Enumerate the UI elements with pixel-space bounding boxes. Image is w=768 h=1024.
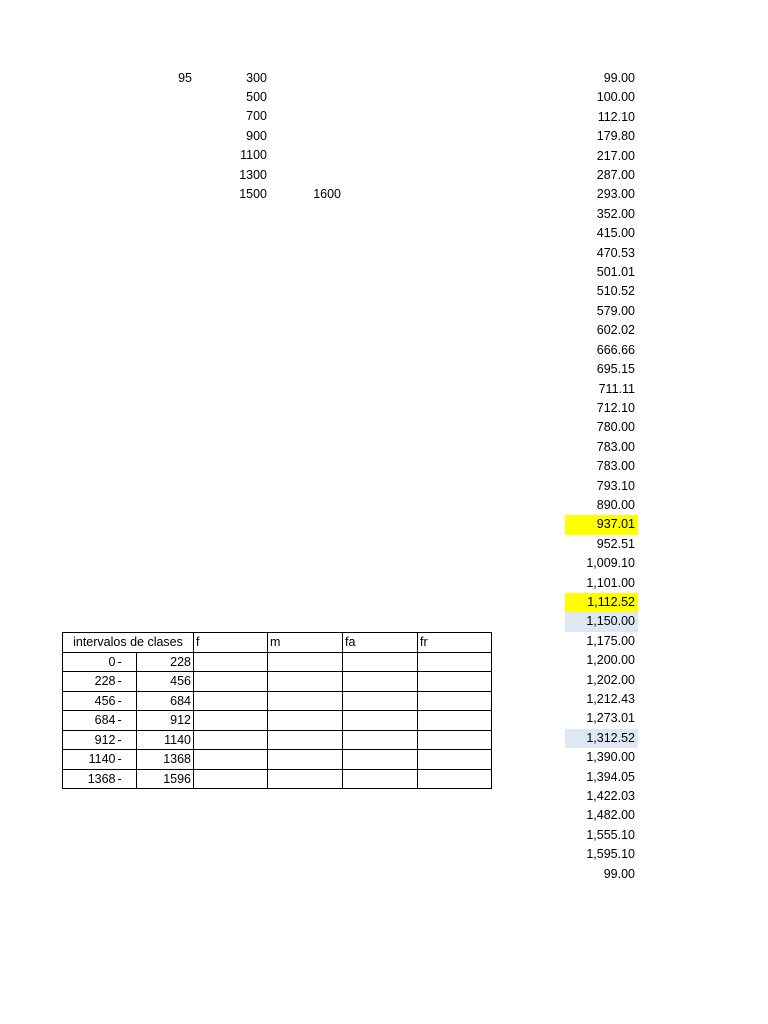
f-cell — [194, 750, 268, 770]
value-cell: 1,112.52 — [565, 593, 638, 612]
interval-lower-cell: 1140 — [63, 750, 118, 770]
value-cell: 783.00 — [596, 459, 635, 474]
fa-cell — [343, 769, 418, 789]
interval-upper-cell: 228 — [137, 652, 194, 672]
value-cell: 501.01 — [596, 265, 635, 280]
interval-upper-cell: 912 — [137, 711, 194, 731]
header-fa: fa — [343, 633, 418, 653]
m-cell — [268, 672, 343, 692]
value-cell: 99.00 — [603, 71, 635, 85]
table-row — [63, 652, 492, 672]
value-cell: 1,390.00 — [586, 750, 635, 765]
value-cell: 287.00 — [596, 168, 635, 183]
f-cell — [194, 691, 268, 711]
interval-dash: - — [118, 750, 137, 770]
interval-lower-cell: 456 — [63, 691, 118, 711]
interval-lower-cell: 912 — [63, 730, 118, 750]
interval-table-header — [63, 633, 492, 653]
fa-cell — [343, 691, 418, 711]
cell-1100: 1100 — [240, 148, 267, 162]
table-row — [63, 769, 492, 789]
value-cell: 890.00 — [596, 497, 635, 512]
value-cell: 1,555.10 — [586, 827, 635, 842]
values-column — [565, 69, 638, 884]
value-cell: 712.10 — [596, 400, 635, 415]
interval-dash: - — [118, 672, 137, 692]
fa-cell — [343, 730, 418, 750]
value-cell: 1,200.00 — [586, 653, 635, 668]
cell-95: 95 — [178, 71, 192, 85]
m-cell — [268, 750, 343, 770]
fr-cell — [418, 652, 492, 672]
m-cell — [268, 711, 343, 731]
header-f: f — [194, 633, 268, 653]
header-interval: intervalos de clases — [63, 633, 194, 653]
value-cell: 780.00 — [596, 420, 635, 435]
value-cell: 99.00 — [603, 866, 635, 881]
value-cell: 1,212.43 — [586, 692, 635, 706]
value-cell: 293.00 — [596, 187, 635, 202]
value-cell: 510.52 — [596, 284, 635, 299]
table-row — [63, 691, 492, 711]
value-cell: 1,312.52 — [565, 729, 638, 748]
fa-cell — [343, 652, 418, 672]
interval-dash: - — [118, 691, 137, 711]
interval-lower-cell: 0 — [63, 652, 118, 672]
interval-upper-cell: 684 — [137, 691, 194, 711]
cell-1600: 1600 — [313, 187, 341, 201]
m-cell — [268, 652, 343, 672]
cell-1500: 1500 — [239, 187, 267, 201]
m-cell — [268, 730, 343, 750]
interval-lower-cell: 684 — [63, 711, 118, 731]
value-cell: 1,482.00 — [586, 808, 635, 823]
interval-dash: - — [118, 711, 137, 731]
fr-cell — [418, 711, 492, 731]
fa-cell — [343, 672, 418, 692]
fr-cell — [418, 750, 492, 770]
header-fr: fr — [418, 633, 492, 653]
interval-dash: - — [118, 652, 137, 672]
interval-upper-cell: 456 — [137, 672, 194, 692]
table-row — [63, 730, 492, 750]
value-cell: 100.00 — [596, 90, 635, 105]
value-cell: 217.00 — [596, 148, 635, 163]
f-cell — [194, 672, 268, 692]
cell-900: 900 — [246, 129, 267, 143]
cell-1300: 1300 — [239, 168, 267, 182]
value-cell: 1,202.00 — [586, 672, 635, 687]
interval-upper-cell: 1596 — [137, 769, 194, 789]
interval-lower-cell: 1368 — [63, 769, 118, 789]
table-row — [63, 672, 492, 692]
fa-cell — [343, 750, 418, 770]
value-cell: 602.02 — [596, 323, 635, 338]
interval-upper-cell: 1368 — [137, 750, 194, 770]
value-cell: 666.66 — [596, 342, 635, 357]
value-cell: 1,101.00 — [586, 575, 635, 590]
f-cell — [194, 652, 268, 672]
header-m: m — [268, 633, 343, 653]
value-cell: 1,009.10 — [586, 556, 635, 571]
value-cell: 352.00 — [596, 206, 635, 221]
cell-300: 300 — [246, 71, 267, 85]
interval-table — [62, 632, 492, 789]
interval-lower-cell: 228 — [63, 672, 118, 692]
fa-cell — [343, 711, 418, 731]
value-cell: 1,150.00 — [565, 612, 638, 631]
value-cell: 1,175.00 — [586, 633, 635, 648]
m-cell — [268, 691, 343, 711]
interval-dash: - — [118, 769, 137, 789]
table-row — [63, 750, 492, 770]
f-cell — [194, 769, 268, 789]
value-cell: 1,394.05 — [586, 769, 635, 784]
value-cell: 470.53 — [596, 245, 635, 260]
value-cell: 112.10 — [597, 109, 635, 124]
value-cell: 793.10 — [596, 478, 635, 493]
interval-dash: - — [118, 730, 137, 750]
value-cell: 1,422.03 — [586, 789, 635, 804]
value-cell: 415.00 — [596, 226, 635, 241]
value-cell: 1,273.01 — [586, 711, 635, 726]
fr-cell — [418, 691, 492, 711]
value-cell: 783.00 — [596, 439, 635, 454]
value-cell: 579.00 — [596, 303, 635, 318]
m-cell — [268, 769, 343, 789]
cell-500: 500 — [246, 90, 267, 104]
value-cell: 1,595.10 — [586, 847, 635, 862]
table-row — [63, 711, 492, 731]
cell-700: 700 — [246, 109, 267, 123]
fr-cell — [418, 769, 492, 789]
value-cell: 952.51 — [596, 536, 635, 551]
value-cell: 937.01 — [565, 515, 638, 534]
f-cell — [194, 730, 268, 750]
fr-cell — [418, 730, 492, 750]
fr-cell — [418, 672, 492, 692]
interval-upper-cell: 1140 — [137, 730, 194, 750]
value-cell: 695.15 — [596, 362, 635, 377]
value-cell: 711.11 — [598, 381, 635, 396]
f-cell — [194, 711, 268, 731]
value-cell: 179.80 — [596, 129, 635, 144]
